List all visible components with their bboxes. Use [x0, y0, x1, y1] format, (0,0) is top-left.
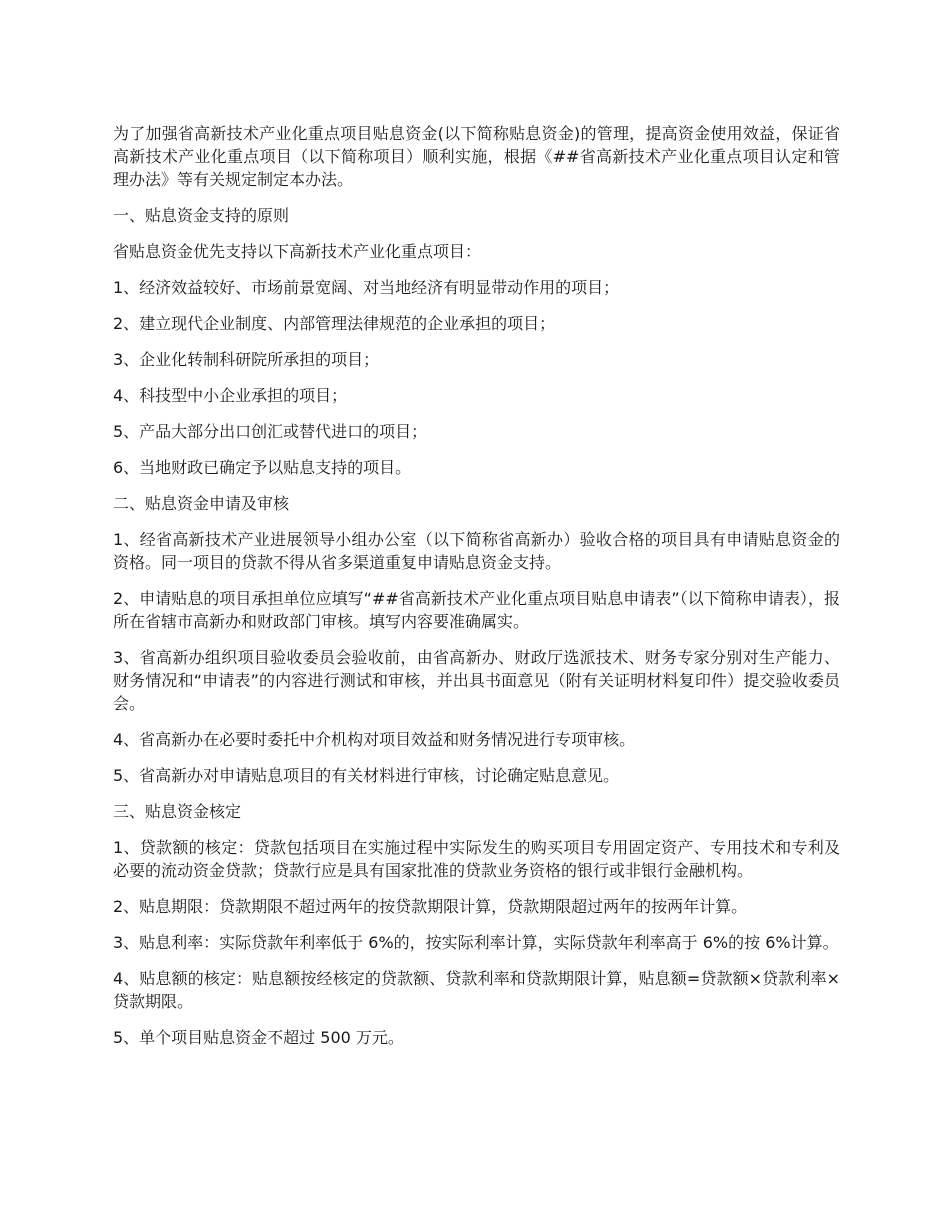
intro-paragraph: 为了加强省高新技术产业化重点项目贴息资金(以下简称贴息资金)的管理，提高资金使用效益，保证省高新技术产业化重点项目（以下简称项目）顺利实施，根据《##省高新技术产业化重点项目认定和管理办法》等有关规定制定本办法。: [113, 124, 840, 189]
verification-item-5: 5、单个项目贴息资金不超过 500 万元。: [113, 1028, 404, 1047]
principle-item-2: 2、建立现代企业制度、内部管理法律规范的企业承担的项目；: [113, 314, 556, 333]
principle-item-6: 6、当地财政已确定予以贴息支持的项目。: [113, 458, 412, 477]
verification-item-1: 1、贷款额的核定：贷款包括项目在实施过程中实际发生的购买项目专用固定资产、专用技术和专利及必要的流动资金贷款；贷款行应是具有国家批准的贷款业务资格的银行或非银行金融机构。: [113, 838, 840, 880]
application-item-3: 3、省高新办组织项目验收委员会验收前，由省高新办、财政厅选派技术、财务专家分别对生产能力、财务情况和“申请表”的内容进行测试和审核，并出具书面意见（附有关证明材料复印件）提交验收委员会。: [113, 648, 840, 713]
application-item-1: 1、经省高新技术产业进展领导小组办公室（以下简称省高新办）验收合格的项目具有申请贴息资金的资格。同一项目的贷款不得从省多渠道重复申请贴息资金支持。: [113, 530, 840, 572]
section-heading-application: 二、贴息资金申请及审核: [113, 494, 290, 513]
application-item-2: 2、申请贴息的项目承担单位应填写“##省高新技术产业化重点项目贴息申请表”（以下简称申请表），报所在省辖市高新办和财政部门审核。填写内容要准确属实。: [113, 589, 840, 631]
principle-item-4: 4、科技型中小企业承担的项目；: [113, 386, 348, 405]
application-item-4: 4、省高新办在必要时委托中介机构对项目效益和财务情况进行专项审核。: [113, 730, 636, 749]
verification-item-2: 2、贴息期限：贷款期限不超过两年的按贷款期限计算，贷款期限超过两年的按两年计算。: [113, 897, 748, 916]
principle-item-5: 5、产品大部分出口创汇或替代进口的项目；: [113, 422, 428, 441]
verification-item-3: 3、贴息利率：实际贷款年利率低于 6%的，按实际利率计算，实际贷款年利率高于 6%的按 6%计算。: [113, 933, 839, 952]
document-body: [113, 122, 840, 1062]
section-heading-principles: 一、贴息资金支持的原则: [113, 206, 290, 225]
principle-item-3: 3、企业化转制科研院所承担的项目；: [113, 350, 380, 369]
application-item-5: 5、省高新办对申请贴息项目的有关材料进行审核，讨论确定贴息意见。: [113, 766, 620, 785]
verification-item-4: 4、贴息额的核定：贴息额按经核定的贷款额、贷款利率和贷款期限计算，贴息额=贷款额×贷款利率×贷款期限。: [113, 969, 840, 1011]
principles-lead: 省贴息资金优先支持以下高新技术产业化重点项目：: [113, 242, 482, 261]
principle-item-1: 1、经济效益较好、市场前景宽阔、对当地经济有明显带动作用的项目；: [113, 278, 620, 297]
section-heading-verification: 三、贴息资金核定: [113, 802, 242, 821]
